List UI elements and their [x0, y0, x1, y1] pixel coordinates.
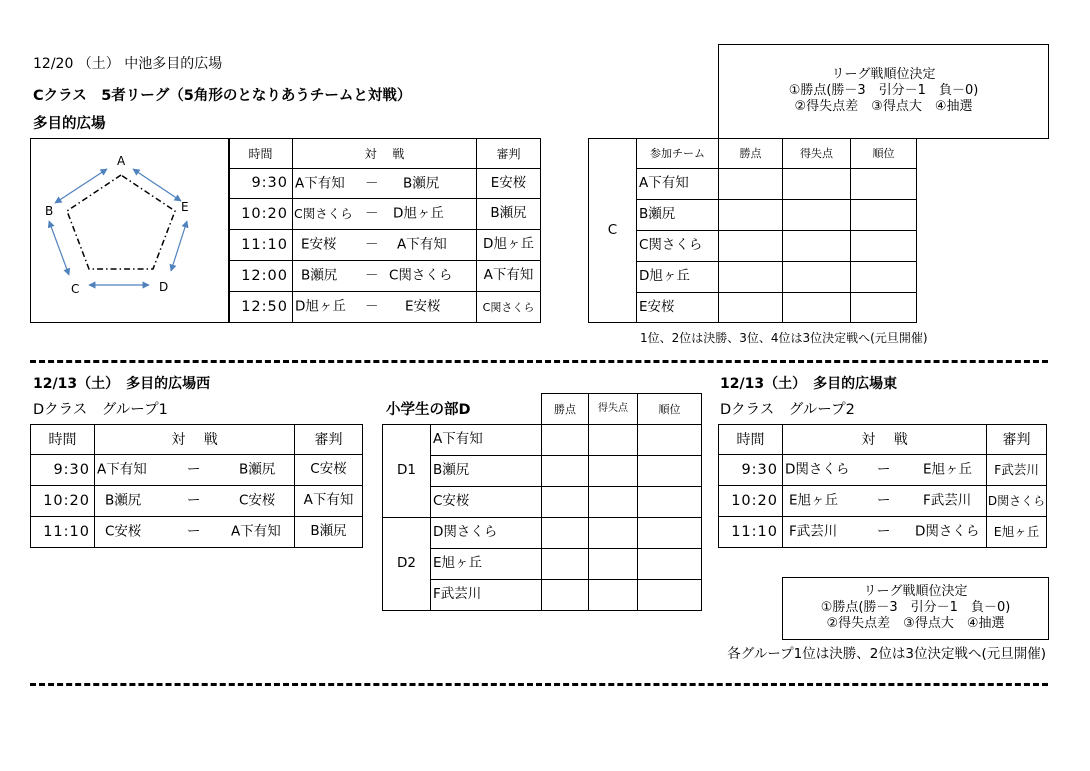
- away-team: C関さくら: [389, 267, 453, 284]
- match-time: 12:00: [229, 261, 293, 292]
- header-match: 対 戦: [293, 139, 477, 169]
- header-time: 時間: [229, 139, 293, 169]
- header-referee: 審判: [987, 425, 1047, 455]
- c-note: 1位、2位は決勝、3位、4位は3位決定戦へ(元旦開催): [640, 331, 928, 345]
- arrow-b-c: [49, 221, 69, 275]
- match-cell: [293, 292, 477, 323]
- table-row: [229, 292, 541, 323]
- away-team: E旭ヶ丘: [923, 461, 973, 478]
- c-field-label: 多目的広場: [33, 116, 106, 132]
- table-row: [719, 486, 1047, 517]
- header-referee: 審判: [477, 139, 541, 169]
- vs-separator: ー: [877, 523, 891, 540]
- referee: C安桜: [295, 455, 363, 486]
- vs-separator: －: [365, 205, 379, 222]
- table-row: [229, 261, 541, 292]
- diagram-label-e: E: [181, 200, 189, 214]
- away-team: A下有知: [397, 236, 447, 253]
- group-label: D2: [383, 518, 431, 611]
- table-row: [383, 456, 702, 487]
- match-time: 11:10: [31, 517, 95, 548]
- rules-line-1: ①勝点(勝－3 引分－1 負－0): [820, 600, 1011, 615]
- referee: E安桜: [477, 169, 541, 199]
- table-row: [31, 517, 363, 548]
- referee: C関さくら: [477, 292, 541, 323]
- vs-separator: －: [365, 174, 379, 191]
- match-cell: [293, 199, 477, 230]
- table-row: [719, 517, 1047, 548]
- elementary-title: 小学生の部D: [386, 402, 471, 418]
- section-divider: [30, 360, 1048, 363]
- team-name: B瀬尻: [431, 456, 542, 487]
- diagram-label-a: A: [117, 154, 126, 168]
- away-team: C安桜: [239, 492, 276, 509]
- vs-separator: －: [365, 298, 379, 315]
- vs-separator: ー: [187, 461, 201, 478]
- vs-separator: －: [365, 236, 379, 253]
- match-cell: [293, 261, 477, 292]
- away-team: D関さくら: [915, 523, 980, 540]
- arrow-e-d: [171, 221, 187, 271]
- table-row: [589, 262, 917, 293]
- home-team: A下有知: [97, 461, 147, 478]
- table-row: [383, 518, 702, 549]
- table-row: [589, 169, 917, 200]
- team-name: A下有知: [637, 169, 719, 200]
- match-cell: [95, 517, 295, 548]
- home-team: F武芸川: [789, 523, 838, 540]
- team-name: B瀬尻: [637, 200, 719, 231]
- referee: D関さくら: [987, 486, 1047, 517]
- team-name: A下有知: [431, 425, 542, 456]
- referee: D旭ヶ丘: [477, 230, 541, 261]
- header-match: 対 戦: [783, 425, 987, 455]
- match-time: 12:50: [229, 292, 293, 323]
- vs-separator: ー: [187, 523, 201, 540]
- header-points: 勝点: [719, 139, 783, 169]
- away-team: E安桜: [405, 298, 441, 315]
- away-team: B瀬尻: [239, 461, 276, 478]
- referee: B瀬尻: [477, 199, 541, 230]
- referee: F武芸川: [987, 455, 1047, 486]
- diagram-label-d: D: [159, 280, 169, 294]
- east-note: 各グループ1位は決勝、2位は3位決定戦へ(元旦開催): [727, 646, 1046, 662]
- match-cell: [293, 230, 477, 261]
- home-team: A下有知: [295, 174, 345, 191]
- home-team: C関さくら: [294, 205, 353, 221]
- header-rank: 順位: [638, 394, 702, 425]
- match-time: 9:30: [719, 455, 783, 486]
- east-date-venue: 12/13（土） 多目的広場東: [720, 376, 898, 392]
- home-team: E旭ヶ丘: [789, 492, 839, 509]
- team-name: E安桜: [637, 293, 719, 323]
- arrow-a-b: [55, 169, 107, 203]
- header-goal-diff: 得失点: [783, 139, 851, 169]
- match-time: 10:20: [31, 486, 95, 517]
- table-row: [383, 580, 702, 611]
- match-cell: [95, 455, 295, 486]
- away-team: A下有知: [231, 523, 281, 540]
- away-team: D旭ヶ丘: [393, 205, 444, 222]
- arrow-a-e: [133, 169, 181, 201]
- header-time: 時間: [719, 425, 783, 455]
- table-row: [589, 293, 917, 323]
- referee: B瀬尻: [295, 517, 363, 548]
- match-time: 10:20: [229, 199, 293, 230]
- vs-separator: ー: [187, 492, 201, 509]
- match-cell: [95, 486, 295, 517]
- table-row: [589, 200, 917, 231]
- table-row: [31, 486, 363, 517]
- west-date-venue: 12/13（土） 多目的広場西: [33, 376, 211, 392]
- group-label: D1: [383, 425, 431, 518]
- team-name: D旭ヶ丘: [637, 262, 719, 293]
- table-row: [229, 230, 541, 261]
- elementary-header-table: [541, 393, 702, 425]
- diagram-label-b: B: [45, 204, 54, 218]
- pentagon-outline: [67, 175, 175, 269]
- match-cell: [293, 169, 477, 199]
- referee: E旭ヶ丘: [987, 517, 1047, 548]
- match-time: 9:30: [31, 455, 95, 486]
- match-time: 11:10: [229, 230, 293, 261]
- table-row: [589, 231, 917, 262]
- match-time: 11:10: [719, 517, 783, 548]
- vs-separator: ー: [877, 492, 891, 509]
- elementary-standings-table: [382, 424, 702, 611]
- rules-title: リーグ戦順位決定: [863, 584, 968, 599]
- rules-line-2: ②得失点差 ③得点大 ④抽選: [794, 99, 973, 114]
- home-team: E安桜: [301, 236, 337, 253]
- table-row: [383, 549, 702, 580]
- vs-separator: －: [365, 267, 379, 284]
- referee: A下有知: [477, 261, 541, 292]
- c-schedule-table: [228, 138, 541, 323]
- header-time: 時間: [31, 425, 95, 455]
- home-team: D関さくら: [785, 461, 850, 478]
- west-group-title: Dクラス グループ1: [33, 402, 168, 418]
- header-team: 参加チーム: [637, 139, 719, 169]
- c-class-title: Cクラス 5者リーグ（5角形のとなりあうチームと対戦）: [33, 88, 412, 104]
- team-name: C関さくら: [637, 231, 719, 262]
- table-row: [229, 199, 541, 230]
- table-row: [383, 487, 702, 518]
- home-team: B瀬尻: [301, 267, 338, 284]
- diagram-label-c: C: [71, 282, 80, 296]
- team-name: F武芸川: [431, 580, 542, 611]
- rules-line-1: ①勝点(勝－3 引分－1 負－0): [788, 83, 979, 98]
- home-team: D旭ヶ丘: [295, 298, 346, 315]
- header-goal-diff: 得失点: [589, 394, 638, 425]
- rules-title: リーグ戦順位決定: [831, 67, 936, 82]
- header-referee: 審判: [295, 425, 363, 455]
- section-divider: [30, 683, 1048, 686]
- away-team: F武芸川: [923, 492, 972, 509]
- team-name: E旭ヶ丘: [431, 549, 542, 580]
- table-row: [31, 455, 363, 486]
- east-group-title: Dクラス グループ2: [720, 402, 855, 418]
- east-schedule-table: [718, 424, 1047, 548]
- c-rules-box: [718, 44, 1049, 139]
- home-team: B瀬尻: [105, 492, 142, 509]
- match-cell: [783, 486, 987, 517]
- away-team: B瀬尻: [403, 174, 440, 191]
- match-cell: [783, 455, 987, 486]
- east-rules-box: [782, 577, 1049, 640]
- header-rank: 順位: [851, 139, 917, 169]
- pentagon-diagram: [30, 138, 230, 323]
- match-time: 10:20: [719, 486, 783, 517]
- table-row: [383, 425, 702, 456]
- standings-group-label: C: [589, 139, 637, 323]
- rules-line-2: ②得失点差 ③得点大 ④抽選: [826, 616, 1005, 631]
- pentagon-svg: [31, 139, 229, 322]
- west-schedule-table: [30, 424, 363, 548]
- c-date-venue: 12/20 （土） 中池多目的広場: [33, 56, 223, 72]
- match-time: 9:30: [229, 169, 293, 199]
- referee: A下有知: [295, 486, 363, 517]
- team-name: D関さくら: [431, 518, 542, 549]
- header-match: 対 戦: [95, 425, 295, 455]
- match-cell: [783, 517, 987, 548]
- c-standings-table: [588, 138, 917, 323]
- vs-separator: ー: [877, 461, 891, 478]
- team-name: C安桜: [431, 487, 542, 518]
- table-row: [229, 169, 541, 199]
- header-points: 勝点: [542, 394, 589, 425]
- table-row: [719, 455, 1047, 486]
- home-team: C安桜: [105, 523, 142, 540]
